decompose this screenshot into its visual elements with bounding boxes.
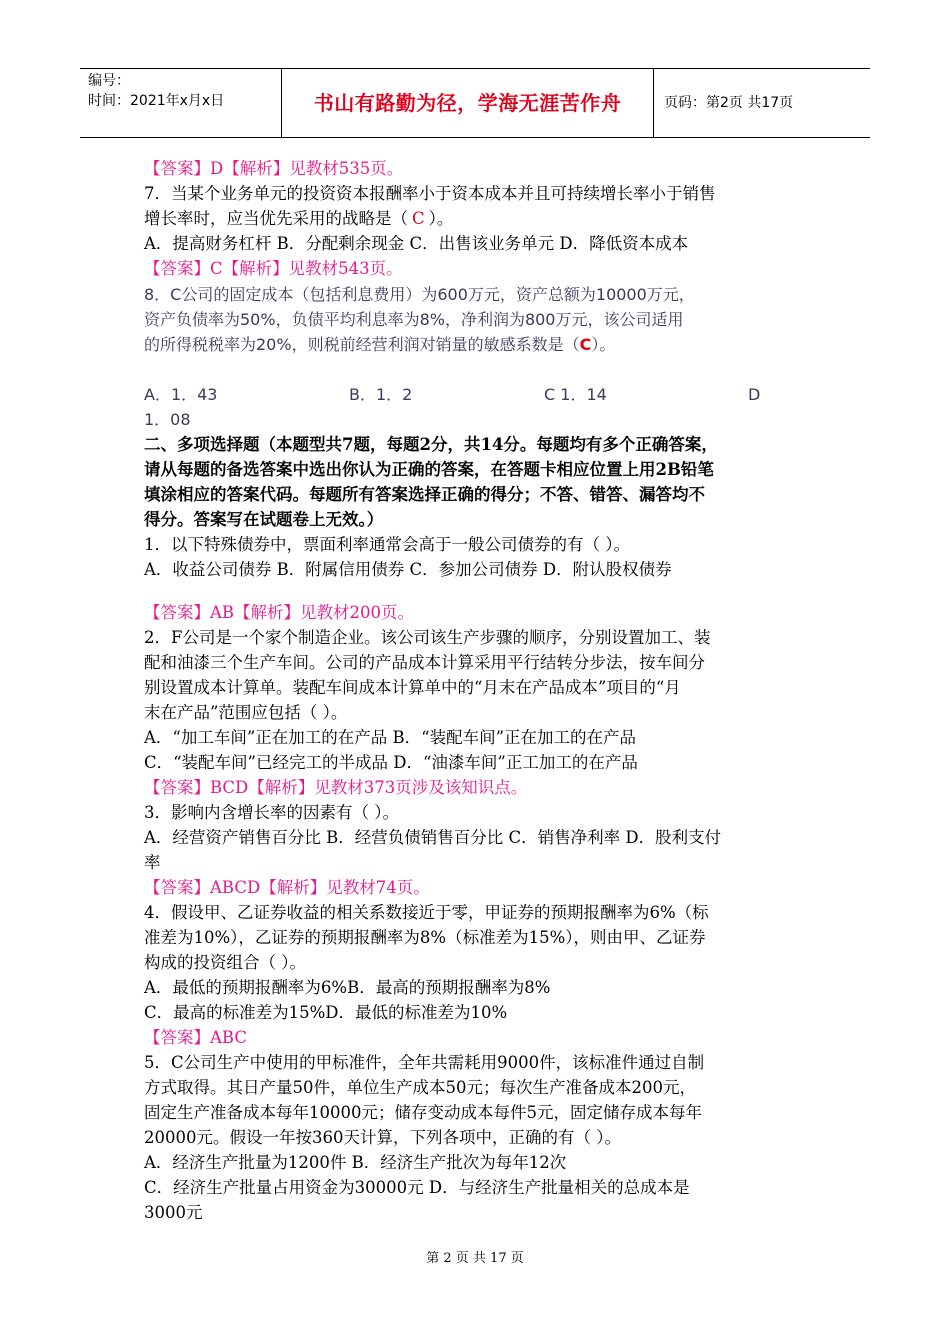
question-line: 2．F公司是一个家个制造企业。该公司该生产步骤的顺序，分别设置加工、装 [144,628,711,647]
answer-line: 【答案】D【解析】见教材535页。 [144,159,404,178]
question-line: 8．C公司的固定成本（包括利息费用）为600万元，资产总额为10000万元， [144,285,695,304]
question-text: ）。 [591,335,616,354]
options-line: C．经济生产批量占用资金为30000元 D．与经济生产批量相关的总成本是 [144,1178,690,1197]
question-line: 7．当某个业务单元的投资资本报酬率小于资本成本并且可持续增长率小于销售 [144,184,716,203]
answer-line: 【答案】AB【解析】见教材200页。 [144,603,415,622]
option-d-value: 1．08 [144,410,191,429]
question-line: 配和油漆三个生产车间。公司的产品成本计算采用平行结转分步法，按车间分 [144,653,705,672]
page-footer: 第 2 页 共 17 页 [426,1251,524,1266]
section-heading: 填涂相应的答案代码。每题所有答案选择正确的得分；不答、错答、漏答均不 [144,485,705,504]
question-text: 的所得税税率为20%，则税前经营利润对销量的敏感系数是（ [144,335,580,354]
question-line: 4．假设甲、乙证券收益的相关系数接近于零，甲证券的预期报酬率为6%（标 [144,903,709,922]
header-motto-cell [282,69,654,137]
date-label: 时间：2021年x月x日 [88,93,225,109]
option-d: D [748,385,761,404]
option-c: C 1．14 [544,385,607,404]
question-line [144,207,453,231]
question-line [144,333,615,357]
option-a: A．1．43 [144,385,218,404]
question-line: 固定生产准备成本每年10000元；储存变动成本每件5元，固定储存成本每年 [144,1103,702,1122]
question-line: 1．以下特殊债券中，票面利率通常会高于一般公司债券的有（ ）。 [144,535,630,554]
question-text: 增长率时，应当优先采用的战略是（ [144,209,408,228]
question-line: 方式取得。其日产量50件，单位生产成本50元；每次生产准备成本200元， [144,1078,696,1097]
option-b: B．1．2 [349,385,413,404]
question-line: 准差为10%），乙证券的预期报酬率为8%（标准差为15%），则由甲、乙证券 [144,928,706,947]
header-page-cell [654,69,870,137]
answer-line: 【答案】BCD【解析】见教材373页涉及该知识点。 [144,778,528,797]
question-line: 资产负债率为50%，负债平均利息率为8%，净利润为800万元，该公司适用 [144,310,684,329]
question-line: 20000元。假设一年按360天计算，下列各项中，正确的有（ ）。 [144,1128,621,1147]
options-line: A．“加工车间”正在加工的在产品 B．“装配车间”正在加工的在产品 [144,728,637,747]
header-meta-cell [80,69,282,137]
answer-line: 【答案】ABCD【解析】见教材74页。 [144,878,430,897]
page-header [80,68,870,138]
options-line: C．“装配车间”已经完工的半成品 D．“油漆车间”正工加工的在产品 [144,753,638,772]
options-line: C．最高的标准差为15%D．最低的标准差为10% [144,1003,508,1022]
options-line: A．提高财务杠杆 B．分配剩余现金 C．出售该业务单元 D．降低资本成本 [144,234,689,253]
question-line: 3．影响内含增长率的因素有（ ）。 [144,803,399,822]
section-heading: 二、多项选择题（本题型共7题，每题2分，共14分。每题均有多个正确答案， [144,435,718,454]
question-line: 别设置成本计算单。装配车间成本计算单中的“月末在产品成本”项目的“月 [144,678,681,697]
options-line: A．收益公司债券 B．附属信用债券 C．参加公司债券 D．附认股权债券 [144,560,672,579]
options-line: 3000元 [144,1203,203,1222]
section-heading: 请从每题的备选答案中选出你认为正确的答案，在答题卡相应位置上用2B铅笔 [144,460,714,479]
answer-line: 【答案】ABC [144,1028,247,1047]
question-text: ）。 [428,209,454,228]
options-line: A．经济生产批量为1200件 B．经济生产批次为每年12次 [144,1153,567,1172]
section-heading: 得分。答案写在试题卷上无效。） [144,510,384,529]
page-info: 页码：第2页 共17页 [664,95,794,111]
number-label: 编号： [88,73,130,89]
motto: 书山有路勤为径，学海无涯苦作舟 [313,91,622,115]
options-line: A．经营资产销售百分比 B．经营负债销售百分比 C．销售净利率 D．股利支付 [144,828,722,847]
answer-letter: C [412,209,425,228]
options-line: A．最低的预期报酬率为6%B．最高的预期报酬率为8% [144,978,551,997]
options-line: 率 [144,853,161,872]
answer-letter: C [579,335,592,354]
answer-line: 【答案】C【解析】见教材543页。 [144,259,403,278]
question-line: 5．C公司生产中使用的甲标准件，全年共需耗用9000件，该标准件通过自制 [144,1053,705,1072]
question-line: 末在产品”范围应包括（ ）。 [144,703,348,722]
question-line: 构成的投资组合（ ）。 [144,953,306,972]
